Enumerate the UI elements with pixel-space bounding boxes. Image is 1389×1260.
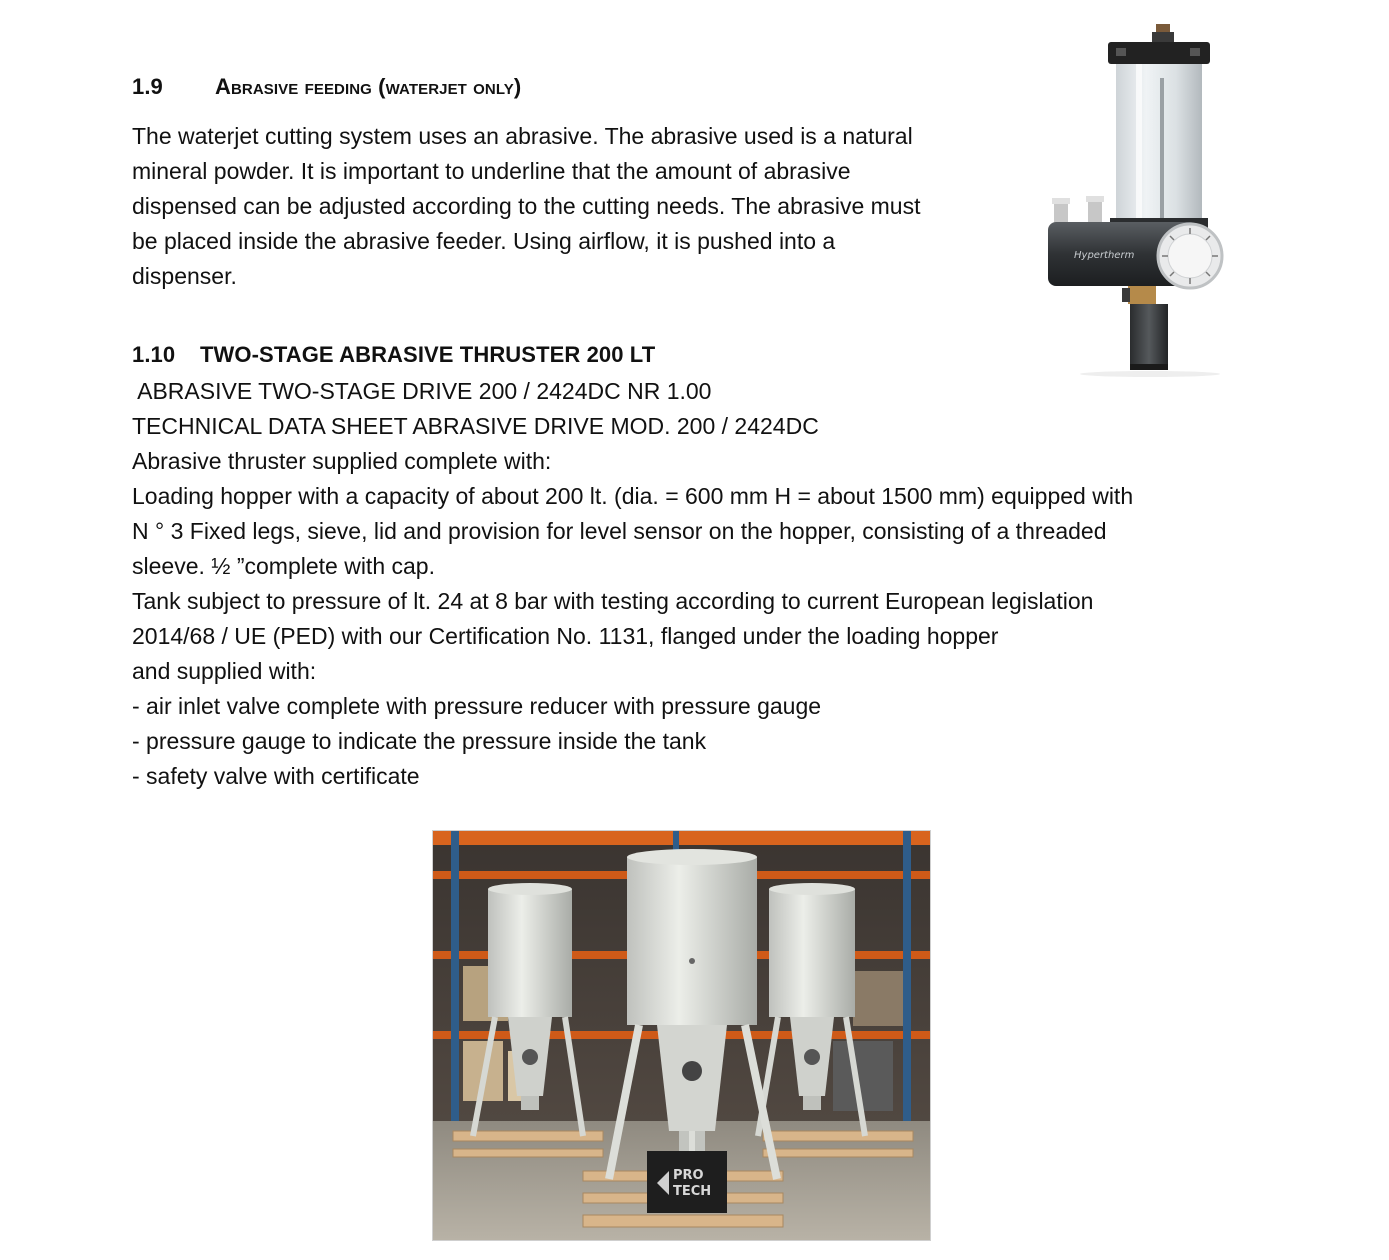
text-line: Loading hopper with a capacity of about 200 lt. (dia. = 600 mm H = about 1500 mm) equipped with [132, 483, 1134, 509]
text-line: TECHNICAL DATA SHEET ABRASIVE DRIVE MOD. 200 / 2424DC [132, 413, 819, 439]
text-line: ABRASIVE TWO-STAGE DRIVE 200 / 2424DC NR 1.00 [132, 378, 712, 404]
photo-logo-line2: TECH [673, 1184, 712, 1199]
text-line: 2014/68 / UE (PED) with our Certification No. 1131, flanged under the loading hopper [132, 623, 999, 649]
section-1-9-paragraph: The waterjet cutting system uses an abrasive. The abrasive used is a natural mineral powder. It is important to underline that the amount of abrasive dispensed can be adjusted according to the cutting needs. The abrasive must be placed inside the abrasive feeder. Using airflow, it is pushed into a dispenser. [132, 123, 921, 289]
list-item: - safety valve with certificate [132, 763, 420, 789]
text-line: N ° 3 Fixed legs, sieve, lid and provision for level sensor on the hopper, consisting of a threaded [132, 518, 1107, 544]
abrasive-thrusters-photo [432, 830, 931, 1241]
section-title: Abrasive feeding (waterjet only) [215, 74, 522, 99]
photo-logo-line1: PRO [673, 1168, 704, 1183]
list-item: - pressure gauge to indicate the pressure inside the tank [132, 728, 707, 754]
feeder-brand-text: Hypertherm [1074, 250, 1135, 261]
abrasive-feeder-image [1040, 18, 1240, 378]
section-number: 1.10 [132, 342, 176, 367]
list-item: - air inlet valve complete with pressure reducer with pressure gauge [132, 693, 822, 719]
section-heading-1-10 [132, 342, 655, 368]
text-line: sleeve. ½ ”complete with cap. [132, 553, 435, 579]
section-heading-1-9 [132, 74, 521, 100]
text-line: Abrasive thruster supplied complete with: [132, 448, 552, 474]
section-1-10-body [132, 374, 1133, 794]
text-line: Tank subject to pressure of lt. 24 at 8 bar with testing according to current European legislation [132, 588, 1094, 614]
section-title: TWO-STAGE ABRASIVE THRUSTER 200 LT [200, 342, 656, 367]
text-line: and supplied with: [132, 658, 317, 684]
section-number: 1.9 [132, 74, 163, 99]
